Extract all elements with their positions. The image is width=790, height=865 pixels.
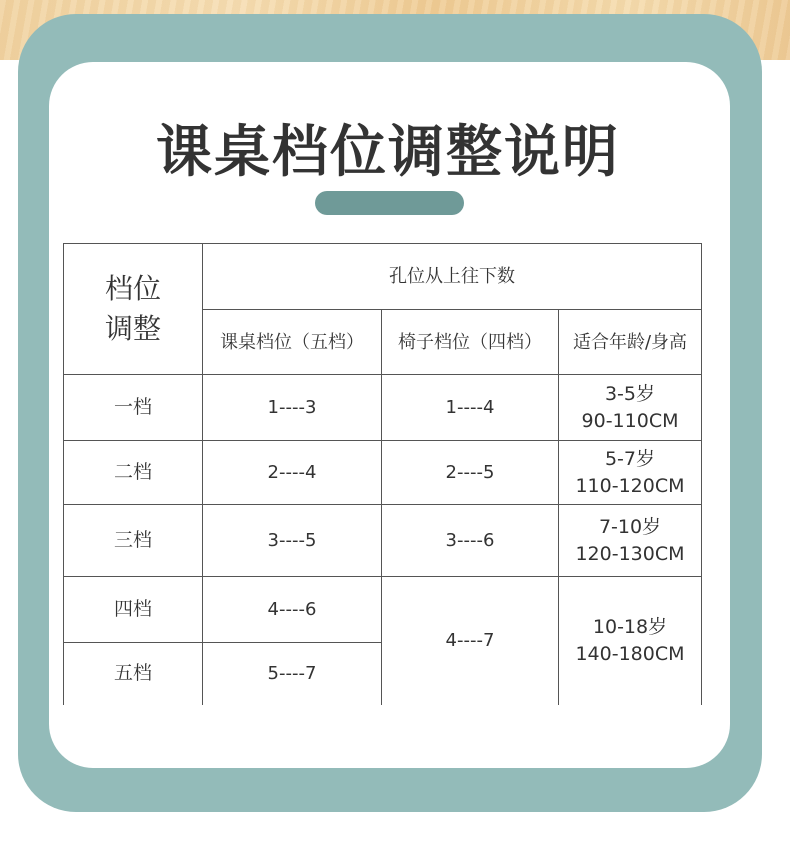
height-range: 90-110CM bbox=[581, 409, 679, 432]
height-range: 120-130CM bbox=[575, 542, 685, 565]
row-level: 一档 bbox=[64, 375, 203, 441]
chair-holes: 4----7 bbox=[382, 577, 559, 705]
chair-holes: 3----6 bbox=[382, 505, 559, 577]
corner-header-line1: 档位 bbox=[104, 272, 161, 305]
age-range: 7-10岁 bbox=[598, 515, 662, 538]
age-range: 5-7岁 bbox=[604, 447, 656, 470]
age-height-cell bbox=[559, 441, 702, 505]
height-range: 140-180CM bbox=[575, 642, 685, 665]
column-header-desk: 课桌档位（五档） bbox=[203, 310, 382, 375]
table-row bbox=[64, 441, 702, 505]
age-height-cell bbox=[559, 505, 702, 577]
chair-holes: 2----5 bbox=[382, 441, 559, 505]
column-header-age: 适合年龄/身高 bbox=[559, 310, 702, 375]
chair-holes: 1----4 bbox=[382, 375, 559, 441]
table-row bbox=[64, 375, 702, 441]
adjustment-table bbox=[63, 243, 702, 705]
table-row bbox=[64, 505, 702, 577]
group-header: 孔位从上往下数 bbox=[203, 244, 702, 310]
age-range: 3-5岁 bbox=[604, 382, 656, 405]
desk-holes: 2----4 bbox=[203, 441, 382, 505]
corner-header-line2: 调整 bbox=[104, 312, 161, 345]
desk-holes: 3----5 bbox=[203, 505, 382, 577]
row-level: 四档 bbox=[64, 577, 203, 643]
desk-holes: 5----7 bbox=[203, 643, 382, 705]
desk-holes: 1----3 bbox=[203, 375, 382, 441]
height-range: 110-120CM bbox=[575, 474, 685, 497]
column-header-chair: 椅子档位（四档） bbox=[382, 310, 559, 375]
page-title: 课桌档位调整说明 bbox=[156, 120, 620, 185]
table-row bbox=[64, 577, 702, 643]
row-level: 二档 bbox=[64, 441, 203, 505]
title-underline-pill bbox=[315, 191, 464, 215]
age-height-cell bbox=[559, 577, 702, 705]
desk-holes: 4----6 bbox=[203, 577, 382, 643]
age-height-cell bbox=[559, 375, 702, 441]
row-level: 三档 bbox=[64, 505, 203, 577]
row-level: 五档 bbox=[64, 643, 203, 705]
corner-header bbox=[64, 244, 203, 375]
age-range: 10-18岁 bbox=[592, 615, 668, 638]
